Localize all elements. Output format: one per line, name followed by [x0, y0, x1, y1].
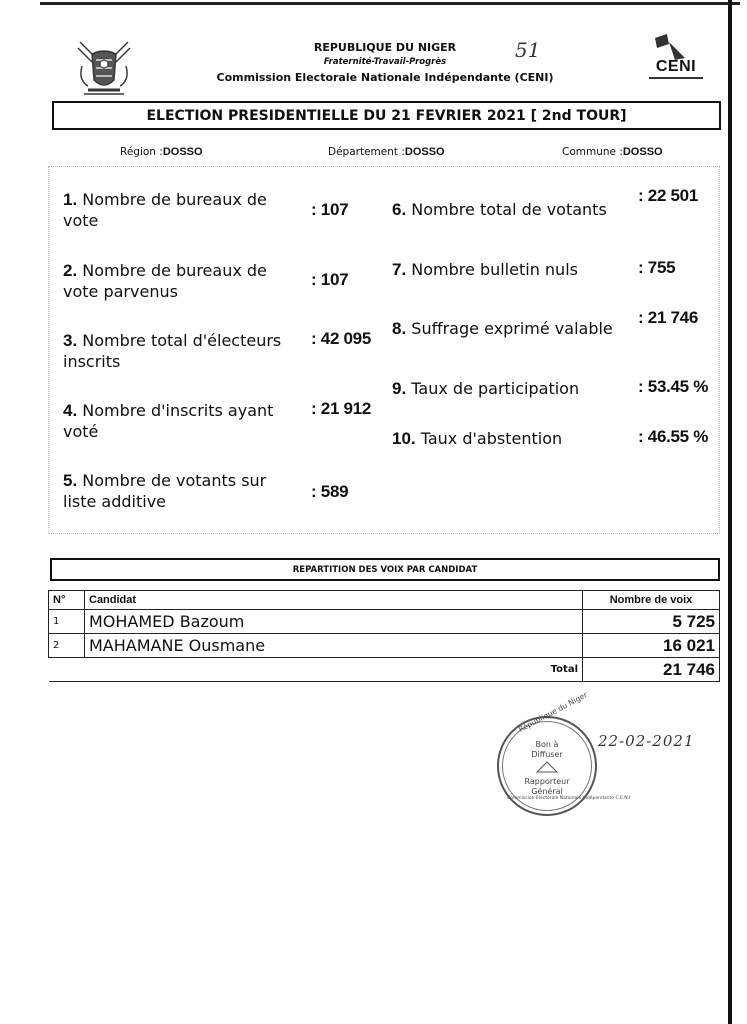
- scan-right-edge: [728, 0, 732, 1024]
- region-value: DOSSO: [162, 146, 203, 158]
- stat-7-value: : 755: [638, 258, 676, 277]
- total-row: [49, 658, 720, 682]
- row-voix: 16 021: [583, 634, 720, 658]
- ceni-logo-text: CENI: [655, 58, 697, 75]
- row-no: 2: [49, 634, 85, 658]
- commune-label: Commune :: [562, 146, 623, 158]
- stamp-ring-text: République du Niger: [517, 690, 589, 734]
- stat-6-value: : 22 501: [638, 186, 698, 205]
- stamp-line1: Bon à Diffuser: [531, 740, 563, 759]
- stat-2-value: : 107: [311, 270, 349, 289]
- official-stamp: [497, 690, 631, 816]
- stat-2-label: 2. Nombre de bureaux de vote parvenus: [63, 261, 267, 301]
- stat-5-label: 5. Nombre de votants sur liste additive: [63, 471, 267, 511]
- commission-heading: Commission Electorale Nationale Indépendante (CENI): [216, 71, 554, 84]
- table-row: [49, 634, 720, 658]
- handwritten-date: 22-02-2021: [598, 732, 695, 750]
- stat-8-value: : 21 746: [638, 308, 698, 327]
- stat-1-value: : 107: [311, 200, 349, 219]
- departement-value: DOSSO: [404, 146, 445, 158]
- row-candidat: MAHAMANE Ousmane: [85, 634, 583, 658]
- departement-label: Département :: [328, 146, 405, 158]
- stat-8-label: 8. Suffrage exprimé valable: [392, 319, 613, 338]
- handwritten-page-number: 51: [515, 38, 541, 62]
- total-value: 21 746: [583, 658, 720, 682]
- coat-of-arms-icon: [74, 36, 134, 100]
- table-row: [49, 610, 720, 634]
- stat-6-label: 6. Nombre total de votants: [392, 200, 607, 219]
- stat-9-value: : 53.45 %: [638, 377, 709, 396]
- repartition-title: REPARTITION DES VOIX PAR CANDIDAT: [50, 558, 720, 581]
- region-label: Région :: [120, 146, 163, 158]
- stamp-emblem-icon: [535, 760, 559, 774]
- stat-9-label: 9. Taux de participation: [392, 379, 580, 398]
- stat-10-label: 10. Taux d'abstention: [392, 429, 563, 448]
- region-field: [120, 146, 203, 158]
- row-no: 1: [49, 610, 85, 634]
- ceni-logo: [645, 32, 707, 84]
- stat-5-value: : 589: [311, 482, 349, 501]
- row-voix: 5 725: [583, 610, 720, 634]
- stat-3-label: 3. Nombre total d'électeurs inscrits: [63, 331, 282, 371]
- motto: Fraternité-Travail-Progrès: [323, 57, 447, 67]
- departement-field: [328, 146, 445, 158]
- stat-3-value: : 42 095: [311, 329, 371, 348]
- header-no: N°: [49, 591, 85, 610]
- stat-4-label: 4. Nombre d'inscrits ayant voté: [63, 401, 274, 441]
- stat-1-label: 1. Nombre de bureaux de vote: [63, 190, 267, 230]
- stamp-bottom-text: Commission Electorale Nationale Indépendante C.E.N.I: [507, 796, 631, 801]
- stat-4-value: : 21 912: [311, 399, 371, 418]
- candidates-table: [48, 590, 720, 682]
- stamp-center: [523, 740, 571, 796]
- scan-top-edge: [40, 2, 740, 5]
- stamp-line3: Général: [531, 787, 563, 796]
- total-label: Total: [49, 658, 583, 682]
- stat-7-label: 7. Nombre bulletin nuls: [392, 260, 578, 279]
- header-candidat: Candidat: [85, 591, 583, 610]
- commune-field: [562, 146, 663, 158]
- row-candidat: MOHAMED Bazoum: [85, 610, 583, 634]
- header-voix: Nombre de voix: [583, 591, 720, 610]
- election-title: ELECTION PRESIDENTIELLE DU 21 FEVRIER 2021 [ 2nd TOUR]: [52, 101, 721, 130]
- republic-heading: REPUBLIQUE DU NIGER: [313, 41, 457, 54]
- stat-10-value: : 46.55 %: [638, 427, 709, 446]
- table-header-row: [49, 591, 720, 610]
- commune-value: DOSSO: [622, 146, 663, 158]
- stamp-line2: Rapporteur: [524, 777, 570, 786]
